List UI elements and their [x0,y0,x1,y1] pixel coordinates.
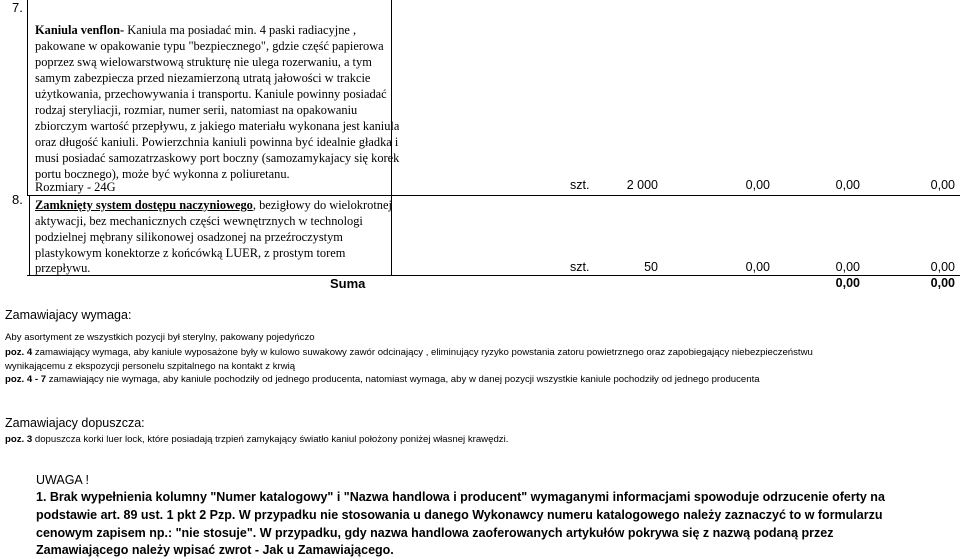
requirements-heading: Zamawiajacy wymaga: [5,308,132,322]
description-line: aktywacji, bez mechanicznych części wewnętrznych w technologi [35,214,363,228]
table-border-left [27,0,28,196]
unit-cell: szt. [570,260,590,274]
description-line: portu bocznego), może być wykonna z poliuretanu. [35,167,290,181]
allowances-heading: Zamawiajacy dopuszcza: [5,416,145,430]
product-name: Kaniula venflon- [35,23,125,37]
row-number: 8. [12,192,23,207]
sum-net-value: 0,00 [835,276,860,290]
net-value-cell: 0,00 [835,178,860,192]
quantity-cell: 50 [644,260,658,274]
table-border-left-row8 [29,196,30,276]
net-value-cell: 0,00 [835,260,860,274]
unit-cell: szt. [570,178,590,192]
requirement-line: poz. 4 zamawiający wymaga, aby kaniule wyposażone były w kulowo suwakowy zawór odcinający , eliminujący ryzyko powstania zatoru powietrznego oraz zapobiegający niebezpieczeństwu [5,347,813,358]
description-line: plastykowym konektorze z końcówką LUER, z prostym torem [35,246,346,260]
warning-line: Zamawiającego należy wpisać zwrot - Jak u Zamawiającego. [36,543,394,557]
description-line: podzielnej mębrany silikonowej osadzonej na przeźroczystym [35,230,343,244]
product-name: Zamknięty system dostępu naczyniowego [35,198,253,212]
warning-line: podstawie art. 89 ust. 1 pkt 2 Pzp. W przypadku nie stosowania u danego Wykonawcy numeru katalogowego należy zaznaczyć to w formularzu [36,508,883,522]
quantity-cell: 2 000 [626,178,658,192]
description-line: Kaniula venflon- Kaniula ma posiadać min. 4 paski radiacyjne , [35,23,357,37]
sum-gross-value: 0,00 [930,276,955,290]
description-line: pakowane w opakowanie typu "bezpiecznego", gdzie część papierowa [35,39,384,53]
row-number: 7. [12,0,23,15]
gross-value-cell: 0,00 [930,178,955,192]
warning-heading: UWAGA ! [36,473,90,487]
requirement-line: wynikającemu z ekspozycji personelu szpitalnego na kontakt z krwią [5,361,296,372]
gross-value-cell: 0,00 [930,260,955,274]
description-line: poprzez swą wielowarstwową strukturę nie ulega rozerwaniu, a tym [35,55,372,69]
description-line: Zamknięty system dostępu naczyniowego, bezigłowy do wielokrotnej [35,198,392,212]
requirement-line: poz. 4 - 7 zamawiający nie wymaga, aby kaniule pochodziły od jednego producenta, natomiast wymaga, aby w danej pozycji wszystkie kaniule pochodziły od jednego producenta [5,374,760,385]
allowance-line: poz. 3 dopuszcza korki luer lock, które posiadają trzpień zamykający światło kaniul położony poniżej własnej krawędzi. [5,434,509,445]
description-line: rodzaj steryliacji, rozmiar, numer serii, natomiast na opakowaniu [35,103,358,117]
warning-line: 1. Brak wypełnienia kolumny "Numer katalogowy" i "Nazwa handlowa i producent" wymaganymi informacjami spowoduje odrzucenie oferty na [36,490,885,504]
warning-line: cenowym zapisem np.: "nie stosuje". W przypadku, gdy nazwa handlowa zaoferowanych artykułów pokrywa się z nazwą podaną przez [36,526,834,540]
description-line: zbiorczym wartość przepływu, z jakiego materiału wykonana jest kaniula [35,119,400,133]
description-line: użytkowania, przechowywania i transportu. Kaniule powinny posiadać [35,87,387,101]
sum-label: Suma [330,276,366,291]
row-separator [27,195,960,196]
description-line: samym zabezpiecza przed niezamierzoną utratą jałowości w trakcie [35,71,371,85]
requirement-line: Aby asortyment ze wszystkich pozycji był sterylny, pakowany pojedyńczo [5,332,315,343]
unit-price-cell: 0,00 [745,178,770,192]
unit-price-cell: 0,00 [745,260,770,274]
description-line: musi posiadać samozatrzaskowy port boczny (samozamykajacy się korek [35,151,400,165]
description-line: przepływu. [35,261,91,275]
description-line: Rozmiary - 24G [35,180,116,194]
description-line: oraz długość kaniuli. Powierzchnia kaniuli powinna być idealnie gładka i [35,135,399,149]
